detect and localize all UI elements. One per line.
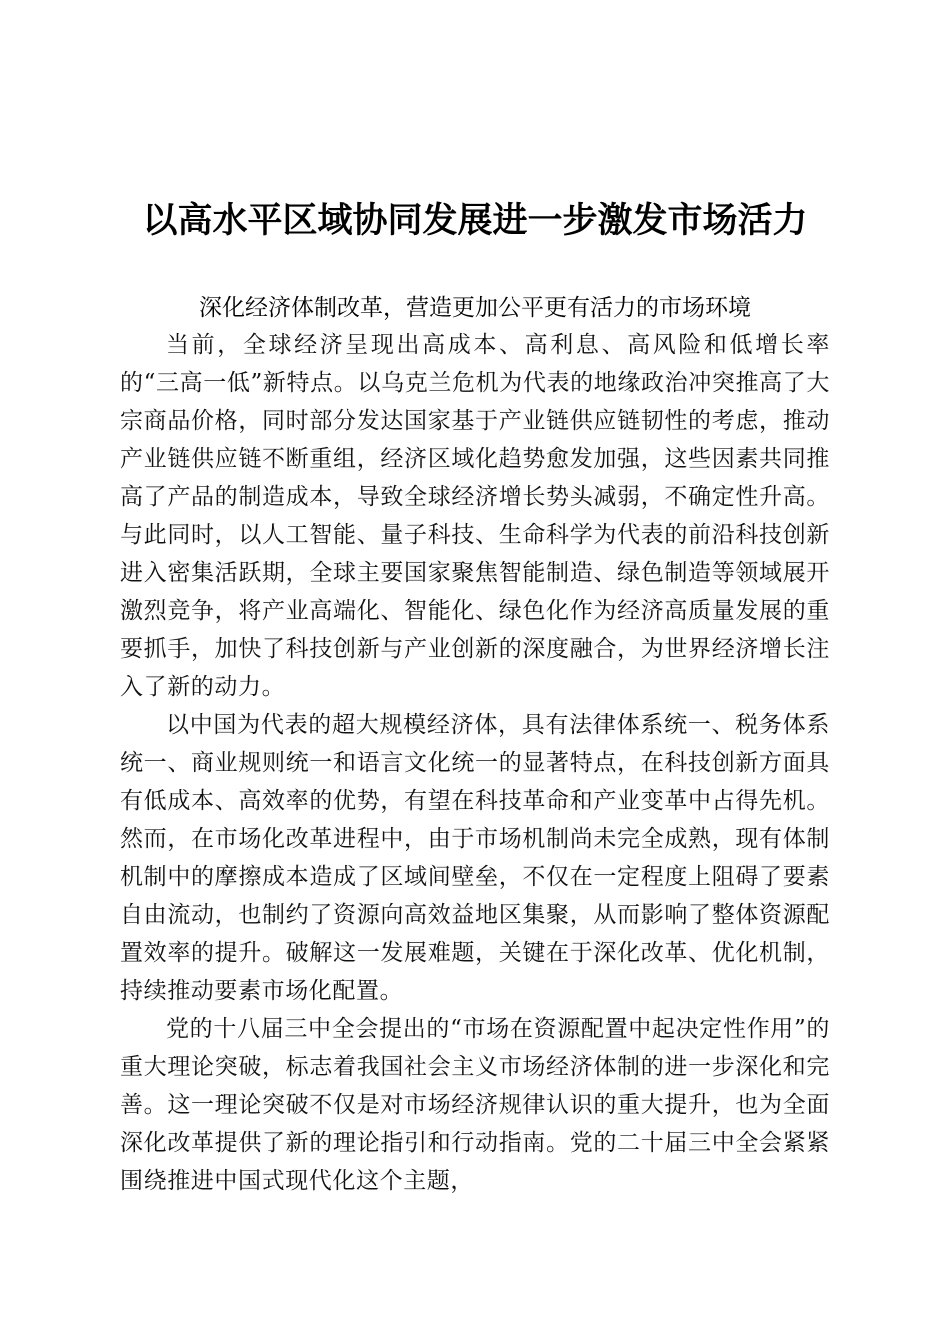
paragraph-3: 党的十八届三中全会提出的“市场在资源配置中起决定性作用”的重大理论突破，标志着我国社会主义市场经济体制的进一步深化和完善。这一理论突破不仅是对市场经济规律认识的重大提升，也为全面深化改革提供了新的理论指引和行动指南。党的二十届三中全会紧紧围绕推进中国式现代化这个主题， xyxy=(120,1016,830,1194)
paragraph-2: 以中国为代表的超大规模经济体，具有法律体系统一、税务体系统一、商业规则统一和语言文化统一的显著特点，在科技创新方面具有低成本、高效率的优势，有望在科技革命和产业变革中占得先机。然而，在市场化改革进程中，由于市场机制尚未完全成熟，现有体制机制中的摩擦成本造成了区域间壁垒，不仅在一定程度上阻碍了要素自由流动，也制约了资源向高效益地区集聚，从而影响了整体资源配置效率的提升。破解这一发展难题，关键在于深化改革、优化机制，持续推动要素市场化配置。 xyxy=(120,712,830,1004)
paragraph-1: 当前，全球经济呈现出高成本、高利息、高风险和低增长率的“三高一低”新特点。以乌克兰危机为代表的地缘政治冲突推高了大宗商品价格，同时部分发达国家基于产业链供应链韧性的考虑，推动产业链供应链不断重组，经济区域化趋势愈发加强，这些因素共同推高了产品的制造成本，导致全球经济增长势头减弱，不确定性升高。与此同时，以人工智能、量子科技、生命科学为代表的前沿科技创新进入密集活跃期，全球主要国家聚焦智能制造、绿色制造等领域展开激烈竞争，将产业高端化、智能化、绿色化作为经济高质量发展的重要抓手，加快了科技创新与产业创新的深度融合，为世界经济增长注入了新的动力。 xyxy=(120,332,830,700)
document-body xyxy=(120,326,830,1200)
document-title: 以高水平区域协同发展进一步激发市场活力 xyxy=(142,200,808,241)
section-subtitle: 深化经济体制改革，营造更加公平更有活力的市场环境 xyxy=(199,295,751,321)
